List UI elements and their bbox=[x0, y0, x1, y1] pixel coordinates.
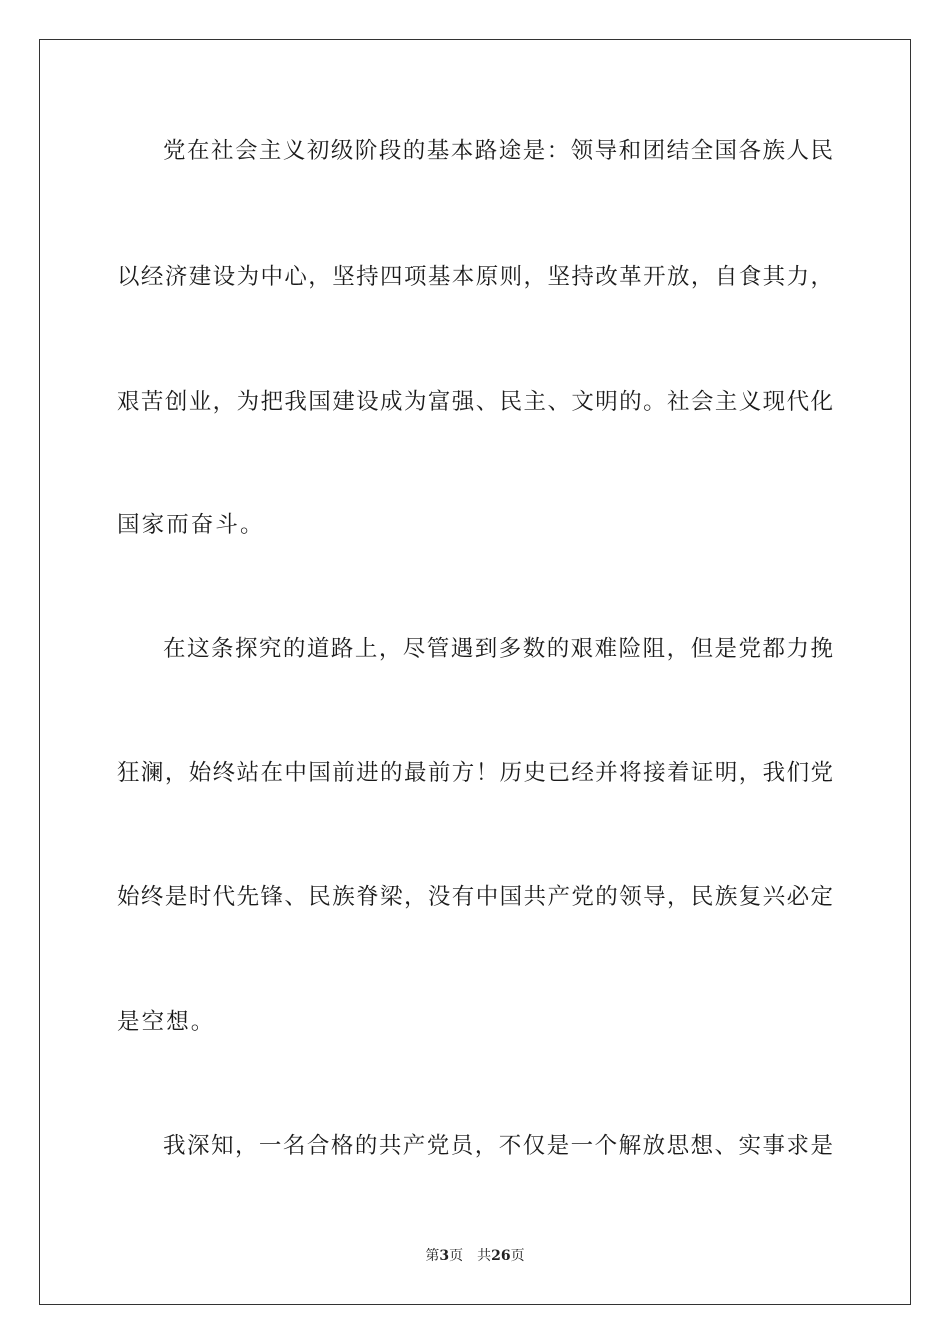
total-page-count: 26 bbox=[491, 1248, 511, 1264]
paragraph-2-line-1: 在这条探究的道路上，尽管遇到多数的艰难险阻，但是党都力挽 bbox=[163, 636, 833, 662]
paragraph-1-line-3: 艰苦创业，为把我国建设成为富强、民主、文明的。社会主义现代化 bbox=[117, 389, 833, 415]
paragraph-3-line-1: 我深知，一名合格的共产党员，不仅是一个解放思想、实事求是 bbox=[163, 1133, 833, 1159]
current-page-number: 3 bbox=[439, 1248, 450, 1264]
page-footer bbox=[0, 1246, 950, 1266]
paragraph-2-line-4: 是空想。 bbox=[117, 1009, 216, 1035]
paragraph-1-line-4: 国家而奋斗。 bbox=[117, 512, 265, 538]
page-label-suffix: 页 bbox=[449, 1248, 464, 1264]
paragraph-1-line-2: 以经济建设为中心，坚持四项基本原则，坚持改革开放，自食其力， bbox=[117, 264, 833, 290]
total-label-suffix: 页 bbox=[510, 1248, 525, 1264]
page-label-prefix: 第 bbox=[425, 1248, 440, 1264]
total-label-prefix: 共 bbox=[477, 1248, 492, 1264]
paragraph-1-line-1: 党在社会主义初级阶段的基本路途是：领导和团结全国各族人民 bbox=[163, 138, 833, 164]
paragraph-2-line-2: 狂澜，始终站在中国前进的最前方！历史已经并将接着证明，我们党 bbox=[117, 760, 833, 786]
page-border bbox=[39, 39, 911, 1305]
paragraph-2-line-3: 始终是时代先锋、民族脊梁，没有中国共产党的领导，民族复兴必定 bbox=[117, 884, 833, 910]
